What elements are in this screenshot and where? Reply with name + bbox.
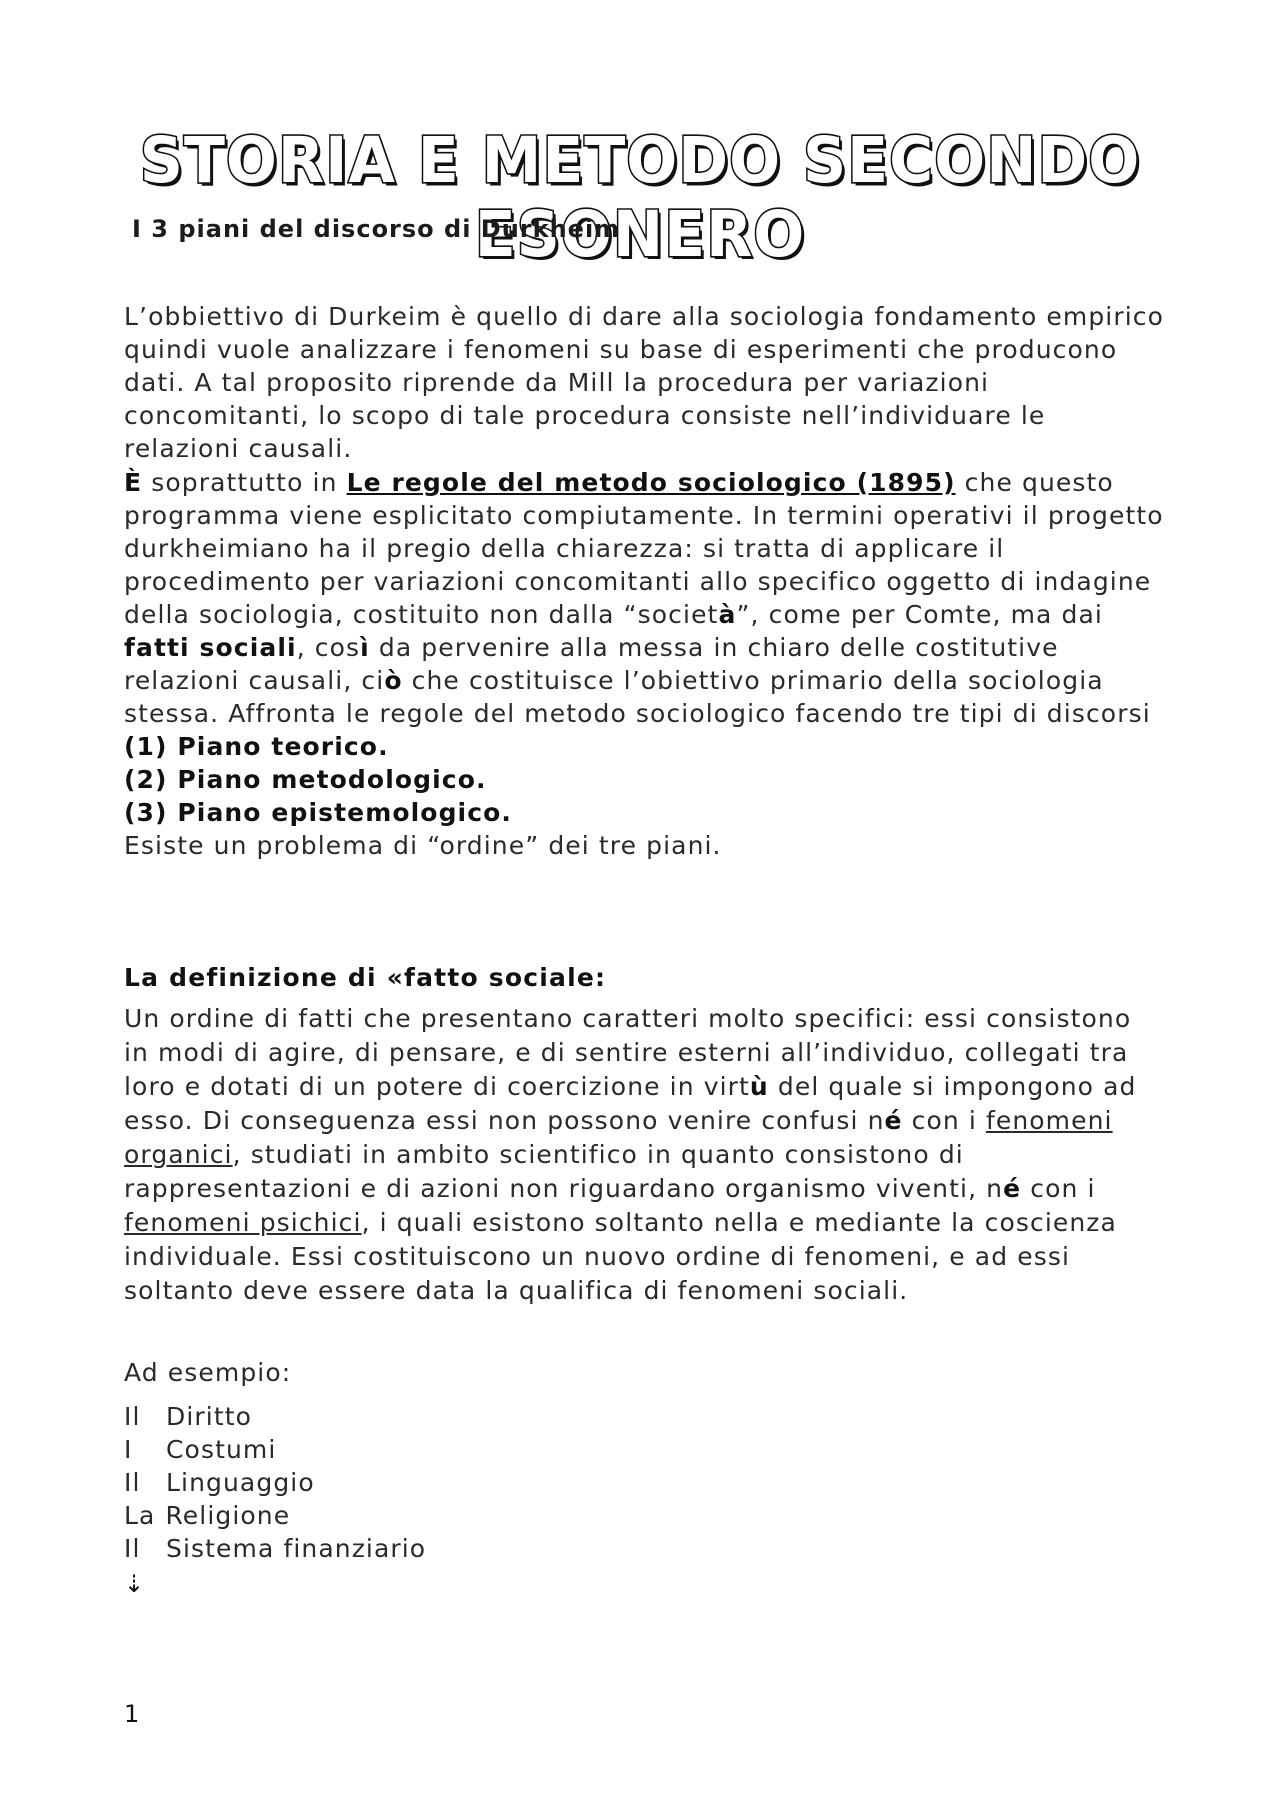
paragraph-regole-text: È soprattutto in Le regole del metodo sociologico (1895) che questo programma viene esplicitato compiutamente. In termini operativi il progetto durkheimiano ha il pregio della chiarezza: si tratta di applicare il procedimento per variazioni concomitanti allo specifico oggetto di indagine della sociologia, costituito non dalla “società”, come per Comte, ma dai fatti sociali, così da pervenire alla messa in chiaro delle costitutive relazioni causali, ciò che costituisce l’obiettivo primario della sociologia stessa. Affronta le regole del metodo sociologico facendo tre tipi di discorsi [124, 468, 1164, 728]
book-title: Le regole del metodo sociologico (1895) [346, 468, 956, 497]
list-item: Il Diritto [124, 1402, 253, 1431]
section-subtitle: I 3 piani del discorso di Durkheim [132, 215, 621, 243]
examples-list [124, 1400, 426, 1565]
plane-item: (3) Piano epistemologico. [124, 798, 513, 827]
fatti-sociali-term: fatti sociali [124, 633, 297, 662]
list-item: Il Linguaggio [124, 1468, 315, 1497]
fenomeni-psichici-term: fenomeni psichici [124, 1208, 362, 1237]
paragraph-definizione: Un ordine di fatti che presentano caratteri molto specifici: essi consistono in modi di agire, di pensare, e di sentire esterni all’individuo, collegati tra loro e dotati di un potere di coercizione in virtù del quale si impongono ad esso. Di conseguenza essi non possono venire confusi né con i fenomeni organici, studiati in ambito scientifico in quanto consistono di rappresentazioni e di azioni non riguardano organismo viventi, né con i fenomeni psichici, i quali esistono soltanto nella e mediante la coscienza individuale. Essi costituiscono un nuovo ordine di fenomeni, e ad essi soltanto deve essere data la qualifica di fenomeni sociali. [124, 1004, 1137, 1305]
examples-intro: Ad esempio: [124, 1358, 292, 1387]
paragraph-regole [124, 466, 1164, 862]
page-number: 1 [124, 1700, 140, 1728]
plane-item: (2) Piano metodologico. [124, 765, 487, 794]
list-item: La Religione [124, 1501, 291, 1530]
fenomeni-organici-term: fenomeni organici [124, 1106, 1113, 1169]
plane-item: (1) Piano teorico. [124, 732, 389, 761]
paragraph-intro: L’obbiettivo di Durkeim è quello di dare alla sociologia fondamento empirico quindi vuole analizzare i fenomeni su base di esperimenti che producono dati. A tal proposito riprende da Mill la procedura per variazioni concomitanti, lo scopo di tale procedura consiste nell’individuare le relazioni causali. [124, 302, 1165, 463]
planes-note: Esiste un problema di “ordine” dei tre piani. [124, 831, 722, 860]
planes-list [124, 730, 1164, 829]
page-title: STORIA E METODO SECONDO ESONERO [139, 124, 1141, 272]
list-item: Il Sistema finanziario [124, 1534, 427, 1563]
section-heading-fatto-sociale: La definizione di «fatto sociale: [124, 963, 607, 992]
arrow-down-icon: ⇣ [124, 1570, 145, 1598]
list-item: I Costumi [124, 1435, 277, 1464]
